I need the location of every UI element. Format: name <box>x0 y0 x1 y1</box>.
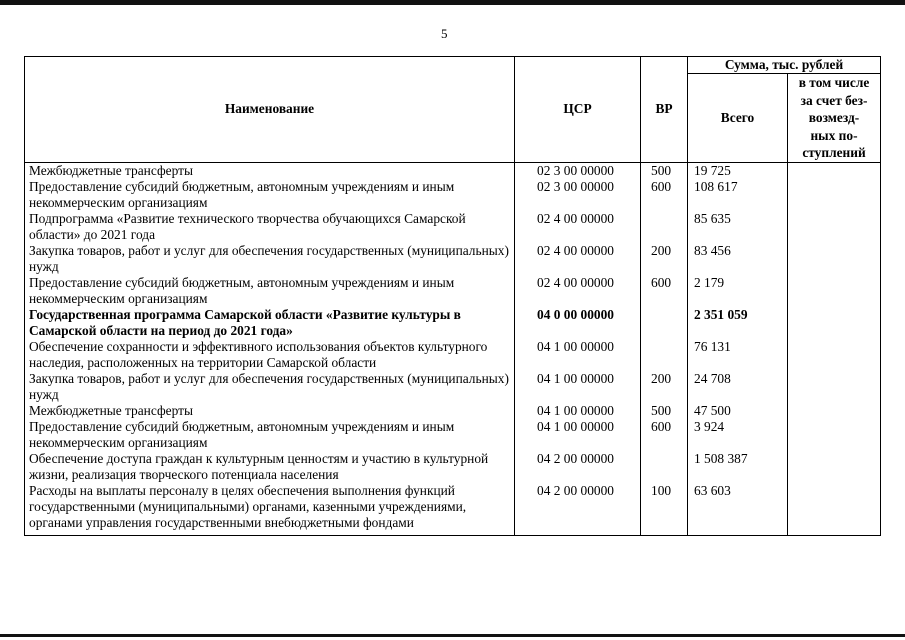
row-total: 76 131 <box>688 339 788 371</box>
row-name: Обеспечение сохранности и эффективного использования объектов культурного наследия, расположенных на территории Самарской области <box>25 339 515 371</box>
row-total: 3 924 <box>688 419 788 451</box>
header-total: Всего <box>688 74 788 163</box>
row-name: Межбюджетные трансферты <box>25 162 515 179</box>
table-row-program <box>25 307 881 339</box>
header-name: Наименование <box>25 57 515 163</box>
header-sum: Сумма, тыс. рублей <box>688 57 881 74</box>
row-name: Закупка товаров, работ и услуг для обеспечения государственных (муниципальных) нужд <box>25 371 515 403</box>
table-row <box>25 162 881 179</box>
row-csr: 02 3 00 00000 <box>515 162 641 179</box>
table-row <box>25 275 881 307</box>
row-vr <box>641 307 688 339</box>
table-row <box>25 211 881 243</box>
row-csr: 04 2 00 00000 <box>515 483 641 536</box>
row-name: Предоставление субсидий бюджетным, автономным учреждениям и иным некоммерческим организациям <box>25 419 515 451</box>
row-incl <box>788 419 881 451</box>
row-incl <box>788 162 881 179</box>
row-total: 47 500 <box>688 403 788 419</box>
row-csr: 02 4 00 00000 <box>515 211 641 243</box>
row-vr: 200 <box>641 243 688 275</box>
row-vr: 600 <box>641 179 688 211</box>
row-csr: 02 4 00 00000 <box>515 275 641 307</box>
row-vr: 500 <box>641 162 688 179</box>
top-border-line <box>0 0 905 5</box>
header-incl-line: ных по- <box>810 127 858 143</box>
row-csr: 04 1 00 00000 <box>515 419 641 451</box>
page-number: 5 <box>441 26 448 41</box>
table-row <box>25 483 881 536</box>
row-total: 1 508 387 <box>688 451 788 483</box>
row-incl <box>788 179 881 211</box>
row-incl <box>788 275 881 307</box>
header-vr: ВР <box>641 57 688 163</box>
row-csr: 04 0 00 00000 <box>515 307 641 339</box>
budget-table <box>24 56 881 536</box>
row-incl <box>788 307 881 339</box>
row-vr <box>641 211 688 243</box>
row-total: 108 617 <box>688 179 788 211</box>
table-row <box>25 179 881 211</box>
table-row <box>25 339 881 371</box>
table-row <box>25 243 881 275</box>
row-incl <box>788 371 881 403</box>
row-incl <box>788 211 881 243</box>
row-csr: 02 3 00 00000 <box>515 179 641 211</box>
header-incl-line: возмезд- <box>808 110 860 125</box>
table-row <box>25 451 881 483</box>
row-name: Обеспечение доступа граждан к культурным ценностям и участию в культурной жизни, реализация творческого потенциала населения <box>25 451 515 483</box>
row-total: 2 351 059 <box>688 307 788 339</box>
row-name: Предоставление субсидий бюджетным, автономным учреждениям и иным некоммерческим организациям <box>25 275 515 307</box>
table-row <box>25 371 881 403</box>
row-vr: 600 <box>641 275 688 307</box>
row-vr: 200 <box>641 371 688 403</box>
row-vr: 600 <box>641 419 688 451</box>
row-vr <box>641 339 688 371</box>
row-total: 63 603 <box>688 483 788 536</box>
row-vr: 100 <box>641 483 688 536</box>
bottom-border-line <box>0 634 905 637</box>
row-incl <box>788 243 881 275</box>
header-incl <box>788 74 881 163</box>
row-csr: 04 1 00 00000 <box>515 339 641 371</box>
row-name: Межбюджетные трансферты <box>25 403 515 419</box>
row-total: 85 635 <box>688 211 788 243</box>
row-total: 24 708 <box>688 371 788 403</box>
row-name: Расходы на выплаты персоналу в целях обеспечения выполнения функций государственными (муниципальными) органами, казенными учреждениями, органами управления государственными внебюджетными фондами <box>25 483 515 536</box>
row-name: Предоставление субсидий бюджетным, автономным учреждениям и иным некоммерческим организациям <box>25 179 515 211</box>
row-incl <box>788 403 881 419</box>
table-row <box>25 403 881 419</box>
row-total: 83 456 <box>688 243 788 275</box>
row-csr: 02 4 00 00000 <box>515 243 641 275</box>
row-csr: 04 1 00 00000 <box>515 371 641 403</box>
row-vr: 500 <box>641 403 688 419</box>
header-incl-line: ступлений <box>802 145 866 160</box>
header-incl-line: за счет без- <box>800 92 868 108</box>
row-csr: 04 2 00 00000 <box>515 451 641 483</box>
row-incl <box>788 451 881 483</box>
row-vr <box>641 451 688 483</box>
header-incl-line: в том числе <box>798 75 870 90</box>
row-csr: 04 1 00 00000 <box>515 403 641 419</box>
header-csr: ЦСР <box>515 57 641 163</box>
row-name: Подпрограмма «Развитие технического творчества обучающихся Самарской области» до 2021 года <box>25 211 515 243</box>
table-row <box>25 419 881 451</box>
row-total: 2 179 <box>688 275 788 307</box>
row-name: Закупка товаров, работ и услуг для обеспечения государственных (муниципальных) нужд <box>25 243 515 275</box>
row-incl <box>788 483 881 536</box>
row-name: Государственная программа Самарской области «Развитие культуры в Самарской области на период до 2021 года» <box>25 307 515 339</box>
row-incl <box>788 339 881 371</box>
row-total: 19 725 <box>688 162 788 179</box>
